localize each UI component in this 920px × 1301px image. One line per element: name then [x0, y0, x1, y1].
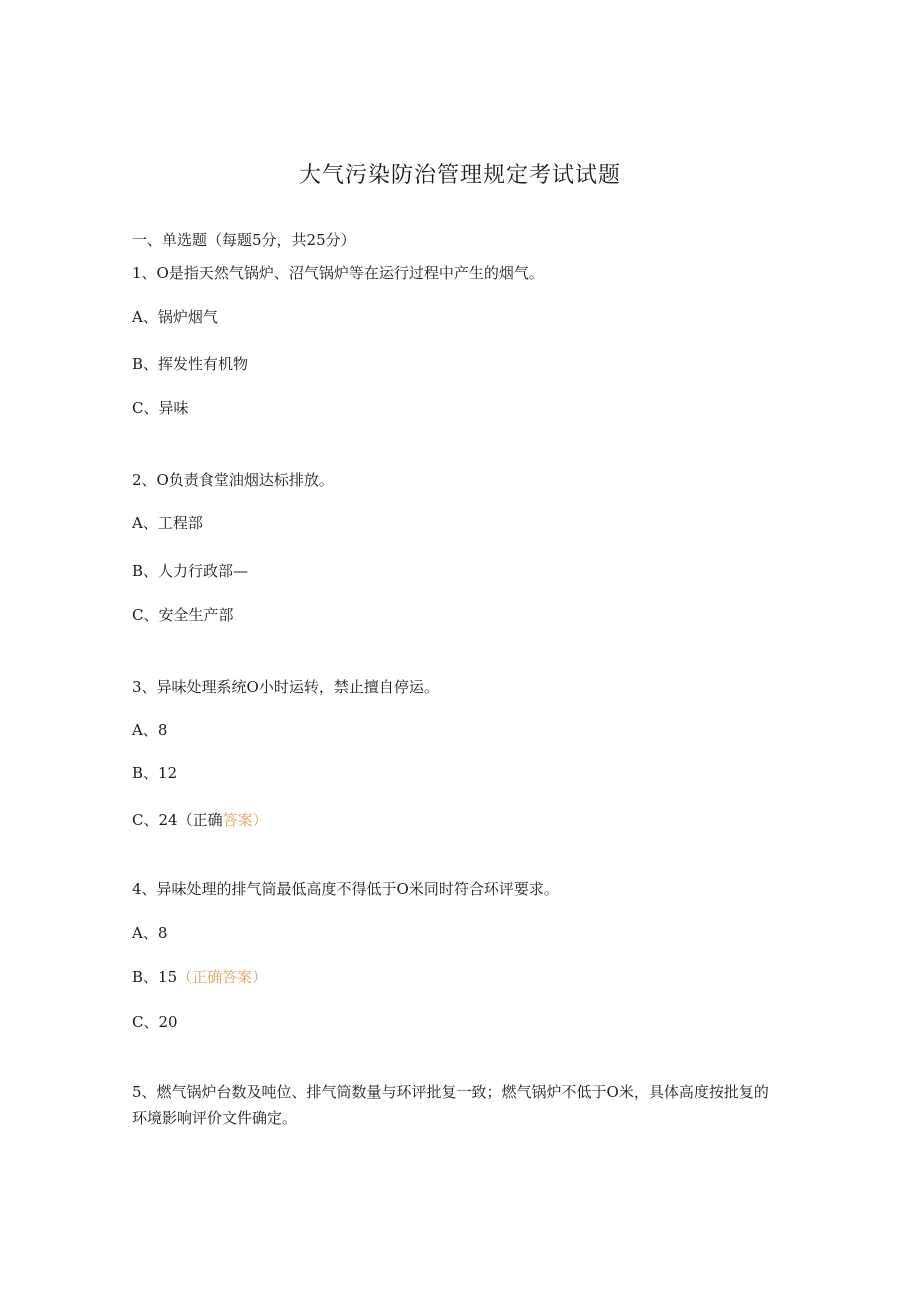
exam-title: 大气污染防治管理规定考试试题 [298, 163, 621, 188]
answer-note-plain: （正确 [177, 811, 223, 829]
question-3-option-a: A、8 [132, 721, 168, 739]
question-2-stem: 2、O负责食堂油烟达标排放。 [132, 471, 334, 489]
question-5-stem: 5、燃气锅炉台数及吨位、排气筒数量与环评批复一致；燃气锅炉不低于O米，具体高度按批复的环境影响评价文件确定。 [132, 1083, 769, 1127]
section-heading: 一、单选题（每题5分，共25分） [132, 231, 356, 249]
question-1-option-c: C、异味 [132, 399, 189, 417]
correct-answer-marker: （正确答案） [177, 968, 268, 986]
question-3-stem: 3、异味处理系统O小时运转，禁止擅自停运。 [132, 678, 439, 696]
question-3-option-b: B、12 [132, 764, 178, 782]
question-1-option-b: B、挥发性有机物 [132, 355, 249, 373]
question-1-stem: 1、O是指天然气锅炉、沼气锅炉等在运行过程中产生的烟气。 [132, 264, 544, 282]
question-1-option-a: A、锅炉烟气 [132, 308, 218, 326]
question-2-option-a: A、工程部 [132, 514, 203, 532]
question-4-option-c: C、20 [132, 1013, 178, 1031]
option-label: B、15 [132, 968, 178, 986]
question-4-option-b [132, 966, 267, 988]
question-4-stem: 4、异味处理的排气筒最低高度不得低于O米同时符合环评要求。 [132, 880, 559, 898]
option-label: C、24 [132, 811, 178, 829]
question-3-option-c [132, 809, 268, 831]
question-2-option-b: B、人力行政部— [132, 562, 249, 580]
question-2-option-c: C、安全生产部 [132, 606, 234, 624]
correct-answer-marker: 答案） [222, 811, 268, 829]
question-4-option-a: A、8 [132, 924, 168, 942]
